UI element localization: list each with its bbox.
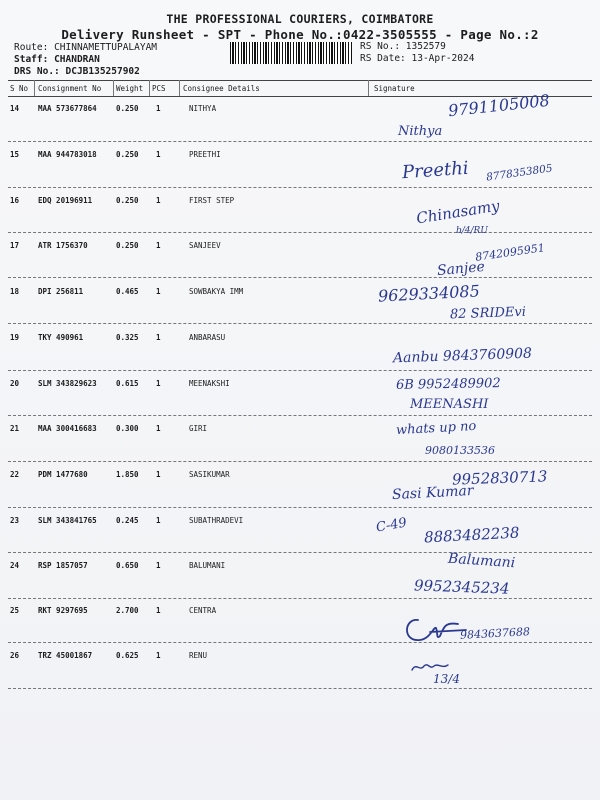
rs-no-label: RS No.: bbox=[360, 41, 401, 52]
row-consignment: ATR 1756370 bbox=[38, 241, 88, 250]
handwritten-phone: 6B 9952489902 bbox=[395, 376, 501, 393]
row-consignment: RKT 9297695 bbox=[38, 606, 88, 615]
row-consignee: SOWBAKYA IMM bbox=[189, 287, 244, 296]
row-pcs: 1 bbox=[156, 241, 161, 250]
row-separator bbox=[8, 277, 592, 278]
row-separator bbox=[8, 370, 592, 371]
row-separator bbox=[8, 642, 592, 643]
row-pcs: 1 bbox=[156, 516, 161, 525]
row-consignee: SANJEEV bbox=[189, 241, 221, 250]
handwritten-signature: Balumani bbox=[447, 550, 516, 572]
handwritten-phone: 9843637688 bbox=[459, 625, 531, 642]
row-weight: 0.615 bbox=[116, 379, 139, 388]
handwritten-date: 13/4 bbox=[433, 672, 460, 686]
col-divider bbox=[113, 80, 114, 96]
row-pcs: 1 bbox=[156, 287, 161, 296]
row-consignment: RSP 1857057 bbox=[38, 561, 88, 570]
row-weight: 0.325 bbox=[116, 333, 139, 342]
row-consignment: EDQ 20196911 bbox=[38, 196, 93, 205]
row-consignee: SASIKUMAR bbox=[189, 470, 230, 479]
row-weight: 0.250 bbox=[116, 104, 139, 113]
row-separator bbox=[8, 507, 592, 508]
row-separator bbox=[8, 688, 592, 689]
row-separator bbox=[8, 461, 592, 462]
row-consignee: FIRST STEP bbox=[189, 196, 235, 205]
row-consignee: CENTRA bbox=[189, 606, 217, 615]
row-consignment: MAA 944783018 bbox=[38, 150, 97, 159]
runsheet-title: Delivery Runsheet - SPT - Phone No.:0422-3505555 - Page No.:2 bbox=[61, 27, 539, 42]
handwritten-phone: 8883482238 bbox=[423, 523, 520, 547]
handwritten-phone: 9952345234 bbox=[413, 576, 510, 598]
route-field bbox=[14, 42, 157, 53]
col-header-consignment: Consignment No bbox=[38, 84, 102, 93]
handwritten-signature: Sanjee bbox=[436, 258, 486, 280]
row-sno: 21 bbox=[10, 424, 20, 433]
staff-field bbox=[14, 54, 100, 65]
row-separator bbox=[8, 598, 592, 599]
drs-field bbox=[14, 66, 140, 77]
row-sno: 20 bbox=[10, 379, 20, 388]
row-pcs: 1 bbox=[156, 424, 161, 433]
row-consignment: SLM 343829623 bbox=[38, 379, 97, 388]
row-consignee: ANBARASU bbox=[189, 333, 226, 342]
row-weight: 0.250 bbox=[116, 150, 139, 159]
row-sno: 14 bbox=[10, 104, 20, 113]
drs-label: DRS No.: bbox=[14, 66, 60, 77]
rs-date-value: 13-Apr-2024 bbox=[411, 53, 475, 64]
rs-date-label: RS Date: bbox=[360, 53, 406, 64]
row-sno: 16 bbox=[10, 196, 20, 205]
col-header-pcs: PCS bbox=[152, 84, 166, 93]
row-pcs: 1 bbox=[156, 379, 161, 388]
col-divider bbox=[149, 80, 150, 96]
row-weight: 0.250 bbox=[116, 196, 139, 205]
col-header-weight: Weight bbox=[116, 84, 144, 93]
col-header-signature: Signature bbox=[374, 84, 415, 93]
row-pcs: 1 bbox=[156, 561, 161, 570]
handwritten-signature: Aanbu 9843760908 bbox=[392, 345, 533, 367]
handwritten-phone: 9791105008 bbox=[447, 90, 551, 121]
row-weight: 0.625 bbox=[116, 651, 139, 660]
staff-label: Staff: bbox=[14, 54, 49, 65]
route-label: Route: bbox=[14, 42, 49, 53]
rs-no-field bbox=[360, 41, 446, 52]
row-consignee: GIRI bbox=[189, 424, 208, 433]
row-weight: 1.850 bbox=[116, 470, 139, 479]
row-sno: 24 bbox=[10, 561, 20, 570]
row-separator bbox=[8, 415, 592, 416]
row-consignee: BALUMANI bbox=[189, 561, 226, 570]
handwritten-phone: 9080133536 bbox=[425, 444, 495, 457]
barcode bbox=[230, 42, 352, 64]
row-weight: 0.465 bbox=[116, 287, 139, 296]
row-sno: 22 bbox=[10, 470, 20, 479]
handwritten-signature: Preethi bbox=[401, 157, 470, 184]
route-value: CHINNAMETTUPALAYAM bbox=[54, 42, 158, 53]
handwritten-signature: Chinasamy bbox=[415, 196, 501, 228]
row-separator bbox=[8, 552, 592, 553]
row-consignment: MAA 300416683 bbox=[38, 424, 97, 433]
row-consignment: MAA 573677864 bbox=[38, 104, 97, 113]
row-sno: 23 bbox=[10, 516, 20, 525]
handwritten-phone: 9629334085 bbox=[377, 281, 481, 306]
row-sno: 19 bbox=[10, 333, 20, 342]
company-name: THE PROFESSIONAL COURIERS, COIMBATORE bbox=[166, 12, 434, 26]
row-separator bbox=[8, 232, 592, 233]
row-consignee: PREETHI bbox=[189, 150, 221, 159]
row-weight: 0.250 bbox=[116, 241, 139, 250]
row-consignment: TKY 490961 bbox=[38, 333, 84, 342]
row-sno: 18 bbox=[10, 287, 20, 296]
row-weight: 0.650 bbox=[116, 561, 139, 570]
row-sno: 15 bbox=[10, 150, 20, 159]
row-consignee: SUBATHRADEVI bbox=[189, 516, 244, 525]
row-pcs: 1 bbox=[156, 333, 161, 342]
col-divider bbox=[179, 80, 180, 96]
row-weight: 0.300 bbox=[116, 424, 139, 433]
row-consignment: PDM 1477680 bbox=[38, 470, 88, 479]
rs-date-field bbox=[360, 53, 474, 64]
row-consignment: SLM 343841765 bbox=[38, 516, 97, 525]
row-consignment: DPI 256811 bbox=[38, 287, 84, 296]
rs-no-value: 1352579 bbox=[405, 41, 446, 52]
row-consignee: RENU bbox=[189, 651, 208, 660]
handwritten-signature: MEENASHI bbox=[410, 397, 489, 412]
row-pcs: 1 bbox=[156, 606, 161, 615]
row-weight: 2.700 bbox=[116, 606, 139, 615]
col-divider bbox=[34, 80, 35, 96]
row-pcs: 1 bbox=[156, 651, 161, 660]
row-weight: 0.245 bbox=[116, 516, 139, 525]
row-sno: 17 bbox=[10, 241, 20, 250]
col-header-consignee: Consignee Details bbox=[183, 84, 260, 93]
handwritten-signature: 82 SRIDEvi bbox=[449, 304, 527, 323]
header-top-rule bbox=[8, 80, 592, 81]
handwritten-note: C-49 bbox=[374, 515, 408, 536]
row-pcs: 1 bbox=[156, 470, 161, 479]
handwritten-note: whats up no bbox=[395, 418, 477, 439]
handwritten-signature: Sasi Kumar bbox=[391, 482, 474, 504]
handwritten-signature: Nithya bbox=[398, 124, 443, 139]
staff-value: CHANDRAN bbox=[54, 54, 100, 65]
drs-value: DCJB135257902 bbox=[65, 66, 140, 77]
row-separator bbox=[8, 187, 592, 188]
row-pcs: 1 bbox=[156, 104, 161, 113]
row-separator bbox=[8, 323, 592, 324]
col-divider bbox=[368, 80, 369, 96]
col-header-sno: S No bbox=[10, 84, 29, 93]
handwritten-phone: 9952830713 bbox=[451, 467, 548, 489]
row-consignment: TRZ 45001867 bbox=[38, 651, 93, 660]
row-sno: 25 bbox=[10, 606, 20, 615]
row-consignee: MEENAKSHI bbox=[189, 379, 230, 388]
handwritten-phone: 8778353805 bbox=[485, 162, 554, 184]
handwritten-phone: 8742095951 bbox=[474, 241, 546, 264]
row-separator bbox=[8, 141, 592, 142]
row-sno: 26 bbox=[10, 651, 20, 660]
row-pcs: 1 bbox=[156, 150, 161, 159]
row-pcs: 1 bbox=[156, 196, 161, 205]
row-consignee: NITHYA bbox=[189, 104, 217, 113]
handwritten-note: b/4/RU bbox=[456, 226, 488, 236]
